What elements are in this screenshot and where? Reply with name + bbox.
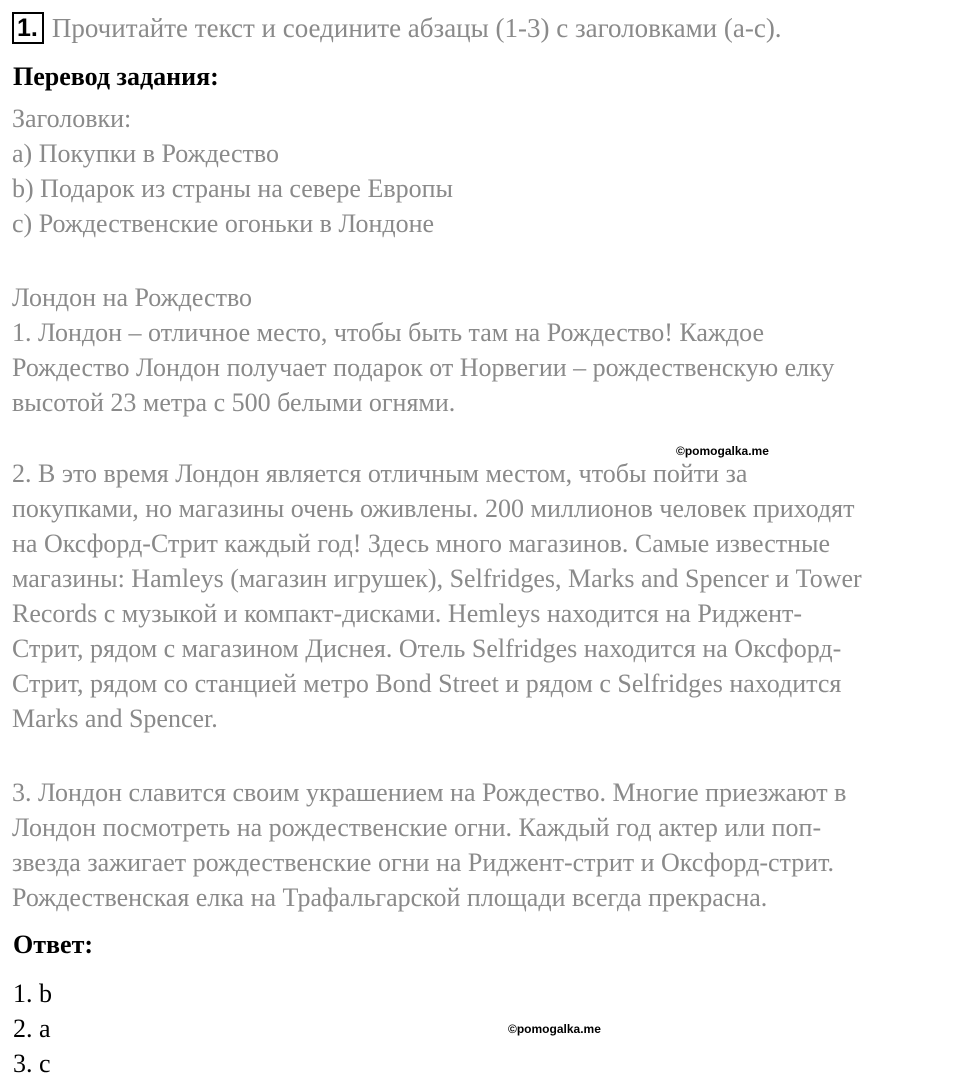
heading-item-a: a) Покупки в Рождество [12,139,280,168]
paragraph-2-line: Стрит, рядом со станцией метро Bond Street и рядом с Selfridges находится [12,669,842,698]
paragraph-1-line: высотой 23 метра с 500 белыми огнями. [12,388,456,417]
paragraph-2-line: магазины: Hamleys (магазин игрушек), Selfridges, Marks and Spencer и Tower [12,564,862,593]
answer-list [13,976,52,1081]
task-instruction: Прочитайте текст и соедините абзацы (1-3) с заголовками (a-c). [51,12,782,43]
answer-item: 1. b [13,979,52,1008]
watermark: ©pomogalka.me [508,1022,601,1036]
paragraph-2-line: Marks and Spencer. [12,704,218,733]
paragraph-3-line: Лондон посмотреть на рождественские огни. Каждый год актер или поп- [12,813,822,842]
headings-label: Заголовки: [12,104,132,133]
watermark: ©pomogalka.me [676,444,769,458]
text-title: Лондон на Рождество [12,283,253,312]
paragraph-3-line: Рождественская елка на Трафальгарской площади всегда прекрасна. [12,883,768,912]
paragraph-2-line: 2. В это время Лондон является отличным местом, чтобы пойти за [12,459,748,488]
paragraph-3-line: 3. Лондон славится своим украшением на Рождество. Многие приезжают в [12,778,847,807]
paragraph-2-line: Стрит, рядом с магазином Диснея. Отель Selfridges находится на Оксфорд- [12,634,842,663]
paragraph-1-line: 1. Лондон – отличное место, чтобы быть там на Рождество! Каждое [12,318,764,347]
task-instruction-line [12,10,782,46]
translation-heading: Перевод задания: [13,62,219,91]
task-number-box: 1. [12,12,44,44]
paragraph-2-line: покупками, но магазины очень оживлены. 200 миллионов человек приходят [12,494,855,523]
paragraph-1-line: Рождество Лондон получает подарок от Норвегии – рождественскую елку [12,353,835,382]
answer-item: 2. a [13,1014,51,1043]
heading-item-b: b) Подарок из страны на севере Европы [12,174,454,203]
paragraph-3 [12,775,952,915]
heading-item-c: c) Рождественские огоньки в Лондоне [12,209,435,238]
text-title-and-paragraph-1 [12,280,952,420]
headings-block [12,101,952,241]
paragraph-2 [12,456,952,736]
answer-heading: Ответ: [13,930,94,959]
paragraph-2-line: Records с музыкой и компакт-дисками. Hemleys находится на Риджент- [12,599,803,628]
answer-item: 3. c [13,1049,51,1078]
paragraph-2-line: на Оксфорд-Стрит каждый год! Здесь много магазинов. Самые известные [12,529,831,558]
paragraph-3-line: звезда зажигает рождественские огни на Риджент-стрит и Оксфорд-стрит. [12,848,835,877]
